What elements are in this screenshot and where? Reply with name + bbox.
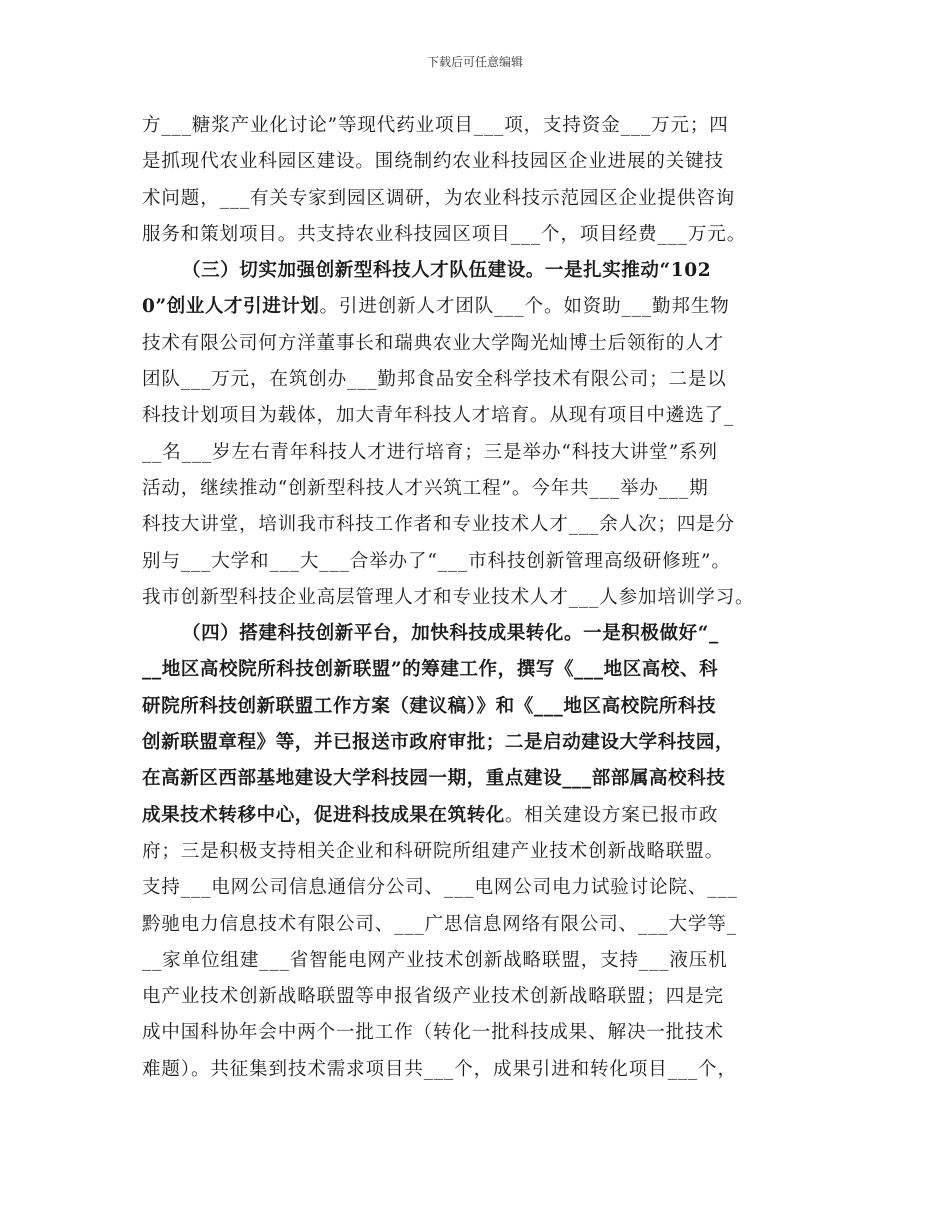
text-line: 支持___电网公司信息通信分公司、___电网公司电力试验讨论院、___ [142, 877, 738, 899]
text-line: 黔驰电力信息技术有限公司、___广思信息网络有限公司、___大学等_ [142, 913, 737, 935]
text-line: 科技计划项目为载体，加大青年科技人才培育。从现有项目中遴选了_ [142, 405, 735, 427]
text-line: 难题）。共征集到技术需求项目共___个，成果引进和转化项目___个， [142, 1058, 737, 1080]
text-line: 0”创业人才引进计划。引进创新人才团队___个。如资助___勤邦生物 [142, 296, 730, 318]
text-line: 我市创新型科技企业高层管理人才和专业技术人才___人参加培训学习。 [142, 586, 755, 608]
text-line: 活动，继续推动“创新型科技人才兴筑工程”。今年共___举办___期 [142, 477, 709, 499]
text-line: 电产业技术创新战略联盟等申报省级产业技术创新战略联盟；四是完 [142, 986, 725, 1008]
section-heading-3: （三）切实加强创新型科技人才队伍建设。一是扎实推动“102 [182, 260, 712, 282]
text-line: 术问题，___有关专家到园区调研，为农业科技示范园区企业提供咨询 [142, 187, 736, 209]
text-line: 服务和策划项目。共支持农业科技园区项目___个，项目经费___万元。 [142, 223, 747, 245]
text-line: __名___岁左右青年科技人才进行培育；三是举办“科技大讲堂”系列 [142, 441, 718, 463]
text-line: 是抓现代农业科园区建设。围绕制约农业科技园区企业进展的关键技 [142, 151, 725, 173]
text-line: 别与___大学和___大___合举办了“___市科技创新管理高级研修班”。 [142, 550, 731, 572]
document-body [142, 108, 832, 1088]
text-line: 研院所科技创新联盟工作方案（建议稿）》和《___地区高校院所科技 [142, 695, 717, 717]
text-line: 科技大讲堂，培训我市科技工作者和专业技术人才___余人次；四是分 [142, 514, 736, 536]
text-line: 创新联盟章程》等，并已报送市政府审批；二是启动建设大学科技园， [142, 732, 735, 754]
text-line: __家单位组建___省智能电网产业技术创新战略联盟，支持___液压机 [142, 949, 728, 971]
text-line: 团队___万元，在筑创办___勤邦食品安全科学技术有限公司；二是以 [142, 369, 727, 391]
text-line: 方___糖浆产业化讨论”等现代药业项目___项，支持资金___万元；四 [142, 115, 729, 136]
text-line: 成中国科协年会中两个一批工作（转化一批科技成果、解决一批技术 [142, 1022, 725, 1044]
text-line: 府；三是积极支持相关企业和科研院所组建产业技术创新战略联盟。 [142, 840, 725, 862]
text-line: 技术有限公司何方洋董事长和瑞典农业大学陶光灿博士后领衔的人才 [142, 332, 725, 354]
text-line: __地区高校院所科技创新联盟”的筹建工作，撰写《___地区高校、科 [142, 659, 719, 681]
text-line: 在高新区西部基地建设大学科技园一期，重点建设___部部属高校科技 [142, 768, 726, 790]
section-heading-4: （四）搭建科技创新平台，加快科技成果转化。一是积极做好“_ [182, 623, 719, 645]
page-header: 下载后可任意编辑 [426, 55, 523, 69]
text-line: 成果技术转移中心，促进科技成果在筑转化。相关建设方案已报市政 [142, 804, 719, 826]
